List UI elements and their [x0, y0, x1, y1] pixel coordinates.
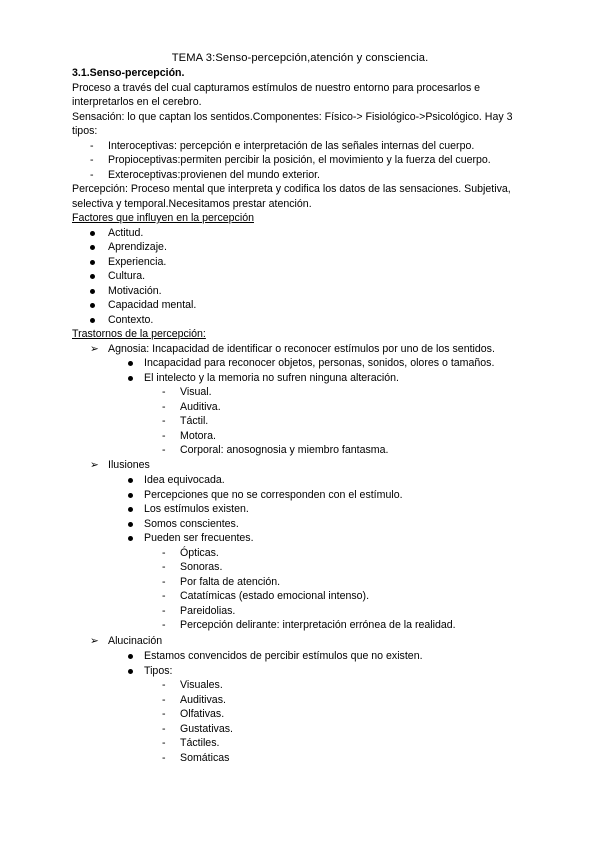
bullet-icon	[128, 517, 133, 532]
dash-marker: -	[162, 400, 166, 413]
list-item: El intelecto y la memoria no sufren ninguna alteración.	[144, 371, 399, 384]
dash-marker: -	[162, 722, 166, 735]
disorder-label: Agnosia: Incapacidad de identificar o reconocer estímulos por uno de los sentidos.	[108, 342, 495, 355]
bullet-icon	[90, 255, 95, 270]
arrow-bullet-icon: ➢	[90, 459, 99, 471]
bullet-icon	[128, 502, 133, 517]
paragraph-line: tipos:	[72, 125, 98, 137]
list-item: Contexto.	[108, 313, 154, 326]
list-item: Olfativas.	[180, 708, 225, 720]
bullet-icon	[90, 313, 95, 328]
bullet-icon	[128, 649, 133, 664]
paragraph-line: Proceso a través del cual capturamos estímulos de nuestro entorno para procesarlos e	[72, 81, 481, 94]
list-item: Táctiles.	[180, 737, 220, 749]
bullet-icon	[128, 531, 133, 546]
list-item: Percepciones que no se corresponden con el estímulo.	[144, 488, 403, 501]
page-title: TEMA 3:Senso-percepción,atención y consciencia.	[171, 52, 429, 64]
dash-marker: -	[90, 168, 94, 181]
list-item: Táctil.	[180, 415, 209, 427]
paragraph-line: interpretarlos en el cerebro.	[72, 96, 202, 108]
list-item: Exteroceptivas:provienen del mundo exterior.	[108, 168, 320, 181]
arrow-bullet-icon: ➢	[90, 342, 99, 355]
bullet-icon	[90, 298, 95, 313]
bullet-icon	[90, 269, 95, 284]
list-item: Pueden ser frecuentes.	[144, 532, 254, 544]
dash-marker: -	[162, 561, 166, 573]
list-item: Auditiva.	[180, 400, 221, 413]
dash-marker: -	[90, 139, 94, 152]
list-item: Capacidad mental.	[108, 299, 197, 311]
list-item: Cultura.	[108, 270, 146, 282]
list-item: Auditivas.	[180, 693, 226, 706]
list-item: Corporal: anosognosia y miembro fantasma.	[180, 444, 389, 456]
list-item: Incapacidad para reconocer objetos, personas, sonidos, olores o tamaños.	[144, 357, 495, 369]
dash-marker: -	[162, 415, 166, 427]
dash-marker: -	[162, 546, 166, 559]
bullet-icon	[90, 226, 95, 241]
disorder-label: Ilusiones	[108, 459, 150, 471]
factors-heading: Factores que influyen en la percepción	[72, 212, 254, 224]
dash-marker: -	[90, 154, 94, 166]
arrow-bullet-icon: ➢	[90, 635, 99, 647]
dash-marker: -	[162, 619, 166, 631]
dash-marker: -	[162, 386, 166, 398]
bullet-icon	[128, 356, 133, 371]
list-item: Ópticas.	[180, 546, 219, 559]
dash-marker: -	[162, 604, 166, 617]
dash-marker: -	[162, 737, 166, 749]
disorder-label: Alucinación	[108, 635, 163, 647]
list-item: Motivación.	[108, 284, 162, 297]
dash-marker: -	[162, 679, 166, 691]
dash-marker: -	[162, 708, 166, 720]
section-heading: 3.1.Senso-percepción.	[72, 67, 185, 79]
list-item: Catatímicas (estado emocional intenso).	[180, 590, 370, 602]
list-item: Pareidolias.	[180, 604, 236, 617]
bullet-icon	[128, 488, 133, 503]
bullet-icon	[90, 284, 95, 299]
list-item: Motora.	[180, 429, 216, 442]
list-item: Tipos:	[144, 664, 173, 677]
list-item: Experiencia.	[108, 255, 167, 268]
list-item: Los estímulos existen.	[144, 503, 249, 515]
list-item: Actitud.	[108, 226, 144, 239]
list-item: Aprendizaje.	[108, 241, 167, 253]
list-item: Visuales.	[180, 679, 223, 691]
list-item: Somos conscientes.	[144, 517, 239, 530]
dash-marker: -	[162, 429, 166, 442]
bullet-icon	[128, 371, 133, 386]
list-item: Sonoras.	[180, 561, 223, 573]
dash-marker: -	[162, 444, 166, 456]
bullet-icon	[90, 240, 95, 255]
list-item: Somáticas	[180, 751, 230, 764]
bullet-icon	[128, 473, 133, 488]
dash-marker: -	[162, 693, 166, 706]
list-item: Percepción delirante: interpretación errónea de la realidad.	[180, 619, 456, 631]
list-item: Estamos convencidos de percibir estímulos que no existen.	[144, 650, 423, 662]
paragraph-line: Sensación: lo que captan los sentidos.Componentes: Físico-> Fisiológico->Psicológico. Hay 3	[72, 110, 513, 123]
list-item: Propioceptivas:permiten percibir la posición, el movimiento y la fuerza del cuerpo.	[108, 154, 491, 166]
list-item: Gustativas.	[180, 722, 233, 735]
list-item: Idea equivocada.	[144, 474, 225, 486]
list-item: Visual.	[180, 386, 212, 398]
bullet-icon	[128, 664, 133, 679]
disorders-heading: Trastornos de la percepción:	[72, 328, 206, 340]
dash-marker: -	[162, 590, 166, 602]
list-item: Interoceptivas: percepción e interpretación de las señales internas del cuerpo.	[108, 139, 475, 152]
paragraph-line: selectiva y temporal.Necesitamos prestar atención.	[72, 197, 312, 210]
paragraph-line: Percepción: Proceso mental que interpreta y codifica los datos de las sensaciones. Subjetiva,	[72, 183, 511, 195]
dash-marker: -	[162, 575, 166, 588]
dash-marker: -	[162, 751, 166, 764]
list-item: Por falta de atención.	[180, 575, 281, 588]
